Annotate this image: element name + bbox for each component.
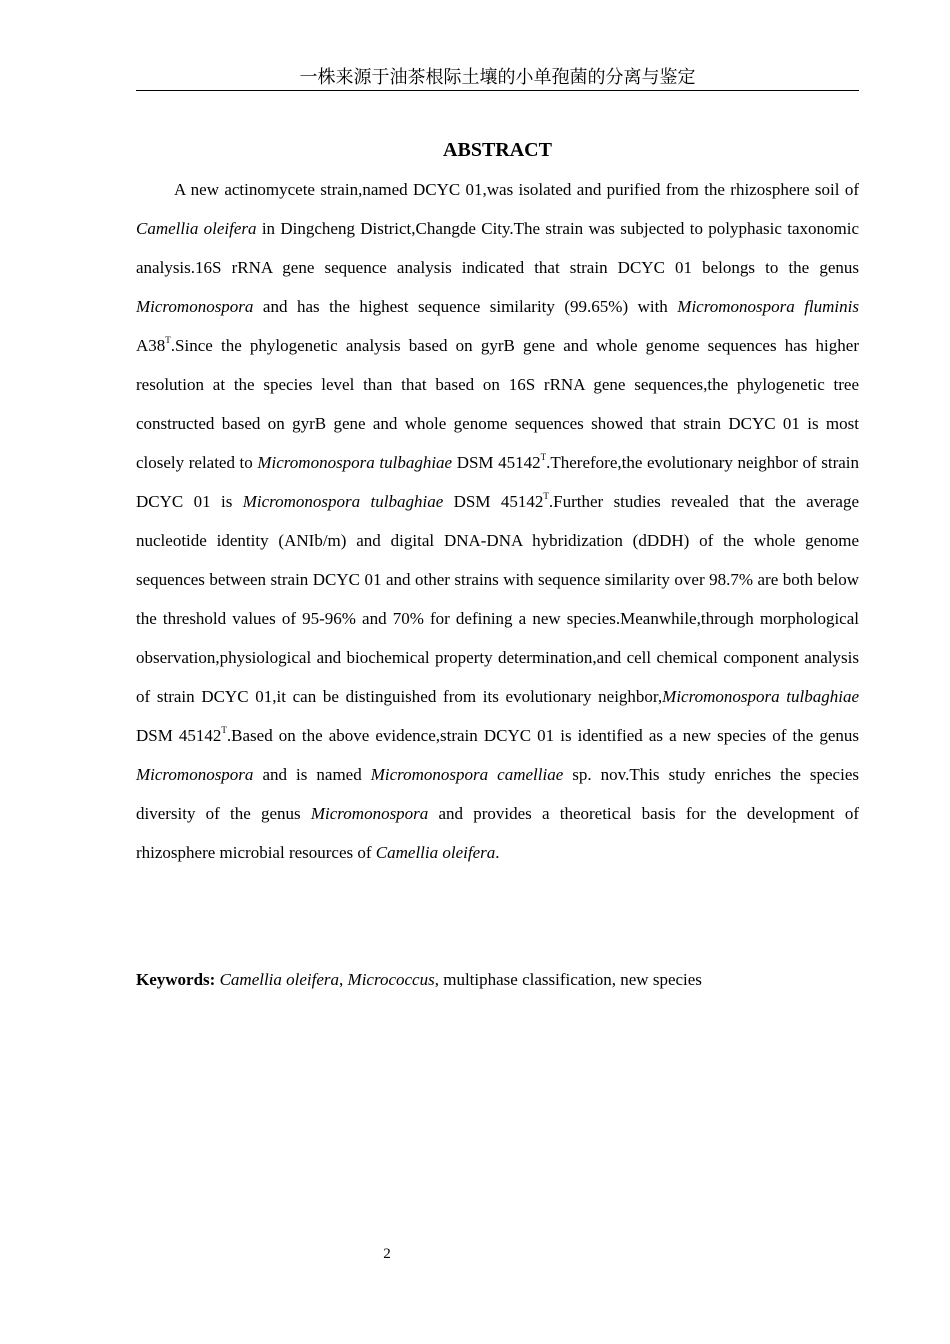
text-run: and is named: [253, 765, 371, 784]
italic-taxon-name: Micromonospora tulbaghiae: [242, 492, 444, 511]
italic-taxon-name: Micromonospora fluminis: [677, 297, 859, 316]
italic-taxon-name: Micromonospora camelliae: [370, 765, 564, 784]
keywords-list: [215, 970, 702, 989]
italic-taxon-name: Micrococcus: [347, 970, 435, 989]
text-run: and provides a theoretical basis for the development of rhizosphere microbial resources of: [136, 804, 859, 862]
page-number: 2: [383, 1246, 391, 1262]
abstract-body: [136, 170, 859, 872]
running-header: [136, 66, 859, 91]
text-run: and has the highest sequence similarity (99.65%) with: [253, 297, 678, 316]
text-run: A38: [136, 336, 166, 355]
text-run: ,: [339, 970, 348, 989]
italic-taxon-name: Micromonospora: [136, 765, 254, 784]
italic-taxon-name: Micromonospora tulbaghiae: [662, 687, 859, 706]
text-run: .: [495, 843, 500, 862]
type-strain-superscript: T: [165, 335, 171, 345]
text-run: DSM 45142: [443, 492, 544, 511]
type-strain-superscript: T: [540, 452, 547, 462]
text-run: DSM 45142: [452, 453, 541, 472]
keywords-label: Keywords:: [136, 970, 216, 989]
running-title: 一株来源于油茶根际土壤的小单孢菌的分离与鉴定: [299, 67, 696, 88]
italic-taxon-name: Micromonospora: [136, 297, 254, 316]
text-run: , multiphase classification, new species: [434, 970, 702, 989]
text-run: DSM 45142: [136, 726, 222, 745]
text-run: sp. nov.This study enriches the species diversity of the genus: [136, 765, 859, 823]
type-strain-superscript: T: [221, 725, 227, 735]
italic-taxon-name: Camellia oleifera: [219, 970, 340, 989]
text-run: .Further studies revealed that the average nucleotide identity (ANIb/m) and digital DNA-DNA hybridization (dDDH) of the whole genome sequences between strain DCYC 01 and other strains with sequence similarity over 98.7% are both below the threshold values of 95-96% and 70% for defining a new species.Meanwhile,through morphological observation,physiological and biochemical property determination,and cell chemical component analysis of strain DCYC 01,it can be distinguished from its evolutionary neighbor,: [136, 492, 860, 706]
text-run: A new actinomycete strain,named DCYC 01,was isolated and purified from the rhizosphere soil of: [174, 180, 859, 199]
text-run: .Since the phylogenetic analysis based on gyrB gene and whole genome sequences has higher resolution at the species level than that based on 16S rRNA gene sequences,the phylogenetic tree constructed based on gyrB gene and whole genome sequences showed that strain DCYC 01 is most closely related to: [136, 336, 859, 472]
italic-taxon-name: Micromonospora: [310, 804, 429, 823]
italic-taxon-name: Micromonospora tulbaghiae: [257, 453, 453, 472]
text-run: in Dingcheng District,Changde City.The strain was subjected to polyphasic taxonomic analysis.16S rRNA gene sequence analysis indicated that strain DCYC 01 belongs to the genus: [136, 219, 859, 277]
keywords: [136, 966, 859, 994]
text-run: .Based on the above evidence,strain DCYC 01 is identified as a new species of the genus: [226, 726, 859, 745]
text-run: .Therefore,the evolutionary neighbor of strain DCYC 01 is: [136, 453, 860, 511]
type-strain-superscript: T: [543, 491, 549, 501]
italic-taxon-name: Camellia oleifera: [375, 843, 496, 862]
italic-taxon-name: Camellia oleifera: [136, 219, 257, 238]
abstract-heading: ABSTRACT: [443, 139, 552, 161]
